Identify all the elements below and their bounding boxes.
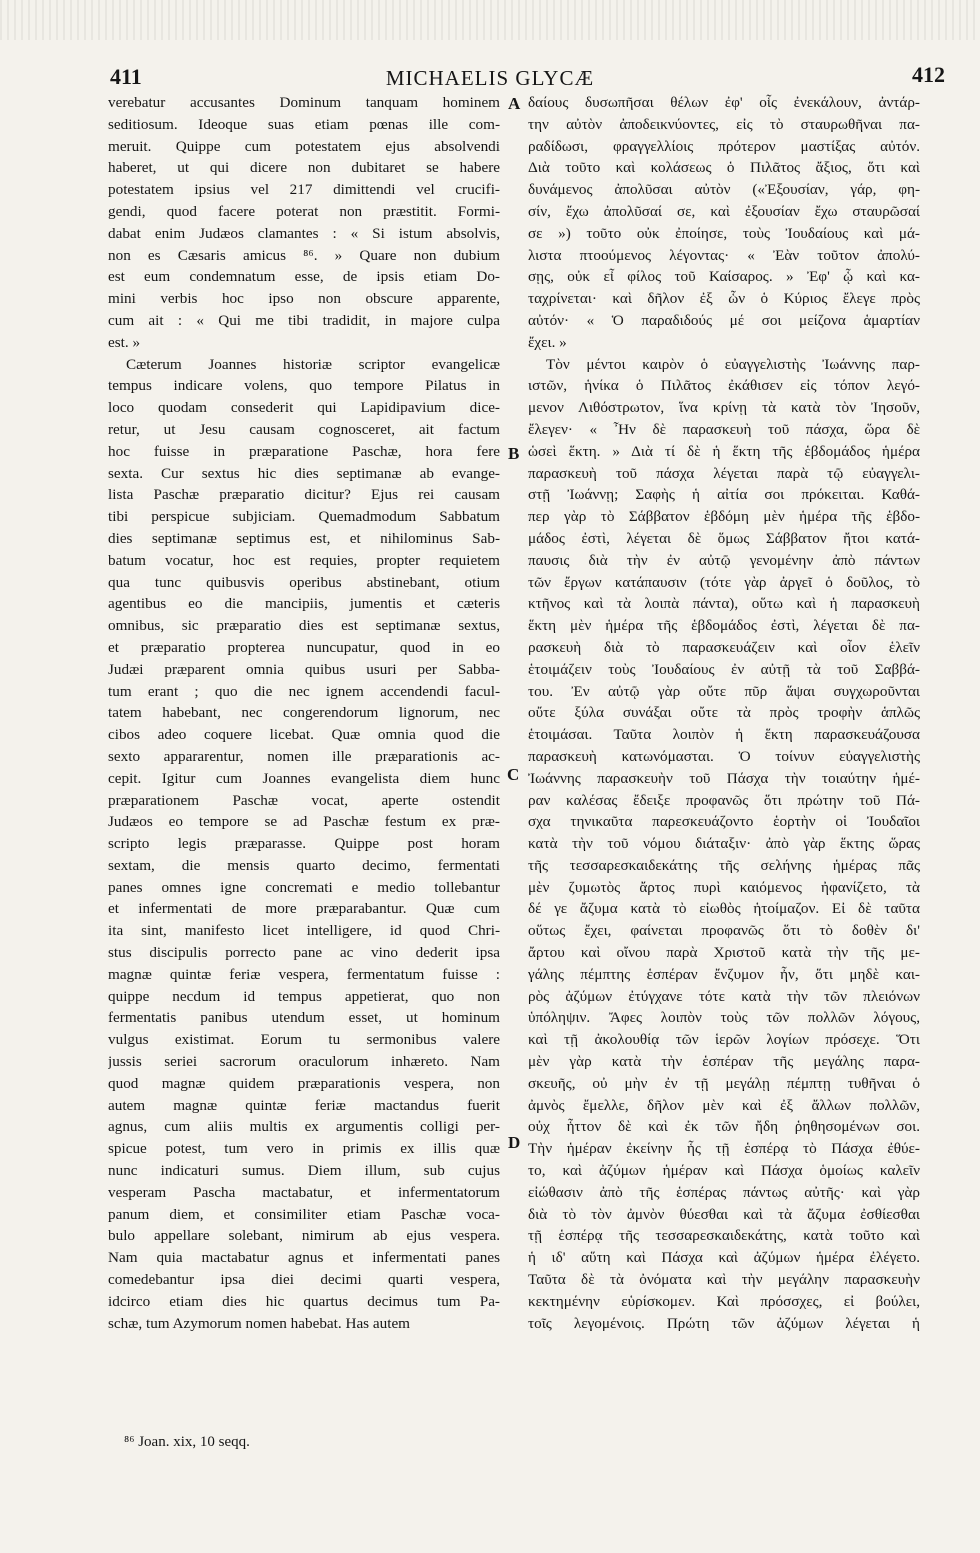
greek-text-line: κεκτημένην εὑρίσκομεν. Καὶ πρόσσχες, εἰ βούλει, xyxy=(528,1292,920,1310)
latin-text-line: retur, ut Jesu causam cognosceret, ait factum xyxy=(108,420,500,438)
greek-text-line: ραν καλέσας ἔδειξε προφανῶς ὅτι πρώτην τοῦ Πά- xyxy=(528,791,920,809)
scan-noise xyxy=(0,0,980,40)
latin-text-line: cepit. Igitur cum Joannes evangelista diem hunc xyxy=(108,769,500,787)
latin-text-line: est eum condemnatum esse, de ipsis etiam Do- xyxy=(108,268,500,286)
latin-text-line: tatem habebant, nec congerendorum lignorum, nec xyxy=(108,704,500,722)
latin-text-line: idcirco etiam dies hic quartus decimus tum Pa- xyxy=(108,1292,500,1310)
greek-text-line: ιστῶν, ἡνίκα ὁ Πιλᾶτος ἐκάθισεν εἰς τόπον λεγό- xyxy=(528,377,920,395)
latin-text-line: panum diem, et consimiliter etiam Paschæ voca- xyxy=(108,1205,500,1223)
greek-text-line: κατὰ τὴν τοῦ νόμου διάταξιν· ἀπὸ γὰρ ἕκτης ὥρας xyxy=(528,835,920,853)
greek-text-line: ἑτοιμάσαι. Ταῦτα λοιπὸν ἡ ἕκτη παρασκευάζουσα xyxy=(528,726,920,744)
latin-text-line: Judæi præparent omnia quibus usuri per Sabba- xyxy=(108,660,500,678)
latin-text-line: mini verbis hoc ipso non obscure apparente, xyxy=(108,290,500,308)
greek-text-line: Ἰωάννης παρασκευὴν τοῦ Πάσχα τὴν τοιαύτην ἡμέ- xyxy=(528,769,920,787)
greek-text-line: δαίους δυσωπῆσαι θέλων ἐφ' οἷς ἐνεκάλουν, ἀντάρ- xyxy=(528,94,920,111)
greek-text-line: εἰώθασιν ἀπὸ τῆς ἑσπέρας πάντως αὐτῆς· καὶ γὰρ xyxy=(528,1183,920,1201)
greek-text-line: παρασκευὴ κατωνόμασται. Ὁ τοίνυν εὐαγγελιστὴς xyxy=(528,747,920,765)
latin-text-line: qua tunc quibusvis operibus abstinebant, otium xyxy=(108,573,500,591)
greek-text-line: του. Ἐν αὐτῷ γὰρ οὔτε πῦρ ἅψαι συγχωροῦνται xyxy=(528,682,920,700)
greek-text-line: οὕτως ἔχει, φαίνεται προφανῶς ὅτι τὸ δοθὲν δι' xyxy=(528,922,920,940)
latin-text-line: cibos adeo coquere licebat. Quæ omnia quod die xyxy=(108,726,500,744)
right-page-number: 412 xyxy=(912,62,945,87)
greek-text-line: περ γὰρ τὸ Σάββατον ἑβδόμη μὲν ἡμέρα τῆς ἑβδο- xyxy=(528,508,920,526)
latin-text-line: schæ, tum Azymorum nomen habebat. Has autem xyxy=(108,1314,410,1332)
greek-text-line: ἑτοιμάζειν τοὺς Ἰουδαίους ἐν αὐτῇ τὰ τοῦ Σαββά- xyxy=(528,660,920,678)
latin-text-line: spicue potest, tum vero in primis ex illis quæ xyxy=(108,1140,500,1158)
greek-text-line: μενον Λιθόστρωτον, ἵνα κρίνῃ τὰ κατὰ τὸν Ἰησοῦν, xyxy=(528,399,920,417)
latin-text-line: seditiosum. Ideoque suas etiam pœnas ille com- xyxy=(108,115,500,133)
left-page-number: 411 xyxy=(110,64,142,89)
greek-text-line: σχα τηνικαῦτα παρεσκευάζοντο ἑορτὴν οἱ Ἰουδαῖοι xyxy=(528,813,920,831)
footnote: ⁸⁶ Joan. xix, 10 seqq. xyxy=(124,1434,250,1450)
latin-text-line: scripto legis præparasse. Quippe post horam xyxy=(108,835,500,853)
latin-text-line: dies septimanæ septimus est, et nihilominus Sab- xyxy=(108,529,500,547)
latin-text-line: Nam quia mactabatur agnus et infermentati panes xyxy=(108,1249,500,1267)
greek-text-line: δυνάμενος ἀπολῦσαι αὐτὸν («Ἐξουσίαν, γάρ, φη- xyxy=(528,181,920,199)
latin-text-line: agentibus eo die mancipiis, jumentis et cæteris xyxy=(108,595,500,613)
section-marker-b: B xyxy=(508,444,520,463)
latin-text-line: præparationem Paschæ vocat, aperte ostendit xyxy=(108,791,500,809)
latin-text-line: sexta. Cur sextus hic dies septimanæ ab evange- xyxy=(108,464,500,482)
greek-text-line: αὐτόν· « Ὁ παραδιδούς μέ σοι μείζονα ἁμαρτίαν xyxy=(528,311,920,329)
latin-text-line: ita sint, manifesto licet intelligere, id quod Chri- xyxy=(108,922,500,940)
greek-text-line: σε ») τοῦτο οὐκ ἐποίησε, τοὺς Ἰουδαίους καὶ μά- xyxy=(528,224,920,242)
greek-text-line: ρασκευὴ διὰ τὸ παρασκευάζειν καὶ οἷον ἑλεῖν xyxy=(528,638,920,656)
latin-text-line: panes omnes igne concremati e medio tollebantur xyxy=(108,878,500,896)
latin-text-line: Cæterum Joannes historiæ scriptor evangelicæ xyxy=(126,355,500,373)
latin-text-line: quod magnæ quidem præparationis vespera, non xyxy=(108,1074,500,1092)
latin-text-line: et præparatio propterea nuncupatur, quod in eo xyxy=(108,638,500,656)
latin-text-line: vesperam Pascha mactabatur, et infermentatorum xyxy=(108,1183,500,1201)
greek-text-line: σίν, ἔχω ἀπολῦσαί σε, καὶ ἐξουσίαν ἔχω σταυρῶσαί xyxy=(528,202,920,220)
greek-text-line: ἔλεγεν· « Ἦν δὲ παρασκευὴ τοῦ πάσχα, ὥρα δὲ xyxy=(528,420,920,438)
latin-text-line: tibi perspicue subjiciam. Quemadmodum Sabbatum xyxy=(108,508,500,526)
greek-text-line: ρὸς ἀζύμων ἐτύγχανε τότε κατὰ τὴν τῶν πλειόνων xyxy=(528,987,920,1005)
latin-text-line: bulo appellare solebant, nimirum ab ejus vespera. xyxy=(108,1227,500,1245)
latin-text-line: non es Cæsaris amicus ⁸⁶. » Quare non dubium xyxy=(108,246,500,264)
greek-text-line: Διὰ τοῦτο καὶ κολάσεως ὁ Πιλᾶτος ἄξιος, ὅτι καὶ xyxy=(528,159,920,177)
greek-text-line: τῶν ἔργων κατάπαυσιν (τότε γὰρ ἀργεῖ ὁ δοῦλος, τὸ xyxy=(528,573,920,591)
latin-text-line: haberet, ut qui dicere non dubitaret se habere xyxy=(108,159,500,177)
greek-text-line: γάλης πέμπτης ἑσπέραν ἔνζυμον ἦν, ὅτι μηδὲ και- xyxy=(528,965,920,983)
latin-text-line: jussis seriei sacrorum oraculorum inhæreto. Nam xyxy=(108,1053,500,1071)
latin-text-line: loco quodam consederit qui Lapidipavium dice- xyxy=(108,399,500,417)
greek-text-line: μὲν ζυμωτὸς ἄρτος πυρὶ καιόμενος ἠφανίζετο, τὰ xyxy=(528,878,920,896)
greek-text-line: τῇ ἑσπέρᾳ τῆς τεσσαρεσκαιδεκάτης, κατὰ τοῦτο καὶ xyxy=(528,1227,920,1245)
greek-text-line: ἔχει. » xyxy=(528,333,567,351)
greek-text-line: ὑπόληψιν. Ἄφες λοιπὸν τοὺς τῶν πολλῶν λόγους, xyxy=(528,1009,920,1027)
greek-text-line: την αὐτὸν ἀποδεικνύοντες, εἰς τὸ σταυρωθῆναι πα- xyxy=(528,115,920,133)
latin-text-line: stus discipulis porrecto pane ac vino dederit ipsa xyxy=(108,944,500,962)
greek-text-line: ἕκτη μὲν ἡμέρα τῆς ἑβδομάδος ἐστὶ, λέγεται δὲ πα- xyxy=(528,617,920,635)
latin-text-line: potestatem ipsius vel 217 dimittendi vel crucifi- xyxy=(108,181,500,199)
greek-text-line: καὶ τῇ ἀκολουθίᾳ τῶν ἱερῶν λογίων πρόσεχε. Ὅτι xyxy=(528,1031,920,1049)
greek-text-line: οὔτε ξύλα συνάξαι οὔτε τὰ πρὸς τροφὴν ἁπλῶς xyxy=(528,704,920,722)
latin-text-line: fermentatis panibus utendum esset, ut hominum xyxy=(108,1009,500,1027)
greek-text-line: Τὴν ἡμέραν ἐκείνην ἧς τῇ ἑσπέρᾳ τὸ Πάσχα ἐθύε- xyxy=(528,1140,920,1158)
latin-text-line: meruit. Quippe cum potestatem ejus absolvendi xyxy=(108,137,500,155)
section-marker-c: C xyxy=(507,765,520,784)
greek-text-line: ἄρτου καὶ οἴνου παρὰ Χριστοῦ κατὰ τὴν τῆς με- xyxy=(528,944,920,962)
section-marker-a: A xyxy=(508,94,521,113)
greek-text-line: δέ γε ἄζυμα κατὰ τὸ εἰωθὸς ἡτοίμαζον. Εἰ δὲ ταῦτα xyxy=(528,900,920,918)
latin-text-line: gendi, quod facere poterat non præstitit. Formi- xyxy=(108,202,500,220)
latin-text-line: omnibus, sic præparatio dies est septimanæ sextus, xyxy=(108,617,500,635)
greek-text-line: ἀμνὸς ἔμελλε, δῆλον μὲν καὶ ἐξ ἄλλων πολλῶν, xyxy=(528,1096,920,1114)
latin-text-line: hoc fuisse in præparatione Paschæ, hora fere xyxy=(108,442,500,460)
latin-text-line: verebatur accusantes Dominum tanquam hominem xyxy=(108,94,500,111)
greek-text-line: στῇ Ἰωάννῃ; Σαφὴς ἡ αἰτία σοι πρόκειται. Καθά- xyxy=(528,486,920,504)
greek-column xyxy=(528,92,920,1334)
latin-text-line: vulgus existimat. Eorum tu sermonibus valere xyxy=(108,1031,500,1049)
greek-text-line: Τὸν μέντοι καιρὸν ὁ εὐαγγελιστὴς Ἰωάννης παρ- xyxy=(546,355,920,373)
greek-text-line: ταχρίνεται· καὶ δῆλον ἐξ ὧν ὁ Κύριος ἔλεγε πρὸς xyxy=(528,290,920,308)
latin-text-line: et infermentati de more præparabantur. Quæ cum xyxy=(108,900,500,918)
latin-text-line: agnus, cum aliis multis ex argumentis colligi per- xyxy=(108,1118,500,1136)
greek-text-line: ἡ ιδ' αὕτη καὶ Πάσχα καὶ ἀζύμων ἡμέρα ἐλέγετο. xyxy=(528,1249,920,1267)
latin-text-line: est. » xyxy=(108,333,141,351)
latin-text-line: nunc indicaturi sumus. Diem illum, sub cujus xyxy=(108,1162,500,1180)
greek-text-line: σκευῆς, οὐ μὴν ἐν τῇ μεγάλῃ πέμπτῃ τυθῆναι ὁ xyxy=(528,1074,920,1092)
greek-text-line: το, καὶ ἀζύμων ἡμέραν καὶ Πάσχα ὁμοίως καλεῖν xyxy=(528,1162,920,1180)
latin-text-line: comedebantur ipsa diei decimi quarti vespera, xyxy=(108,1271,500,1289)
greek-text-line: τοῖς λεγομένοις. Πρώτη τῶν ἀζύμων λέγεται ἡ xyxy=(528,1314,920,1332)
greek-text-line: μάδος ἐστὶ, λέγεται δὲ ὅμως Σάββατον ἤτοι κατά- xyxy=(528,529,920,547)
latin-text-line: tum erant ; quo die nec ignem accendendi facul- xyxy=(108,682,500,700)
latin-text-line: cum ait : « Qui me tibi tradidit, in majore culpa xyxy=(108,311,500,329)
greek-text-line: παυσις διὰ τὴν ἐν αὐτῷ γενομένην ἀπὸ πάντων xyxy=(528,551,920,569)
greek-text-line: μὲν γὰρ κατὰ τὴν ἑσπέραν τῆς μεγάλης παρα- xyxy=(528,1053,920,1071)
latin-text-line: quippe necdum id tempus appetierat, quo non xyxy=(108,987,500,1005)
greek-text-line: παρασκευὴ τοῦ πάσχα λέγεται παρὰ τῷ εὐαγγελι- xyxy=(528,464,920,482)
latin-text-line: lista Paschæ præparatio dicitur? Ejus rei causam xyxy=(108,486,500,504)
greek-text-line: κτῆνος καὶ τὰ λοιπὰ πάντα), οὕτω καὶ ἡ παρασκευὴ xyxy=(528,595,920,613)
greek-text-line: Ταῦτα δὲ τὰ ὀνόματα καὶ τὴν μεγάλην παρασκευὴν xyxy=(528,1271,920,1289)
greek-text-line: τῆς τεσσαρεσκαιδεκάτης τῆς σελήνης ἡμέρας πᾶς xyxy=(528,856,920,874)
greek-text-line: οὐχ ἧττον δὲ καὶ ἐκ τῶν ἤδη ῥηθησομένων σοι. xyxy=(528,1118,920,1136)
greek-text-line: διὰ τὸ τὸν ἀμνὸν θύεσθαι καὶ τὰ ἄζυμα ἐσθίεσθαι xyxy=(528,1205,920,1223)
greek-text-line: ὡσεὶ ἕκτη. » Διὰ τί δὲ ἡ ἕκτη τῆς ἑβδομάδος ἡμέρα xyxy=(528,442,920,460)
running-title: MICHAELIS GLYCÆ xyxy=(385,66,595,90)
latin-text-line: Judæos eo tempore se ad Paschæ festum ex præ- xyxy=(108,813,500,831)
latin-text-line: dabat enim Judæos clamantes : « Si istum absolvis, xyxy=(108,224,500,242)
latin-text-line: autem magnæ quintæ feriæ mactandus fuerit xyxy=(108,1096,500,1114)
greek-text-line: σῃς, οὐκ εἶ φίλος τοῦ Καίσαρος. » Ἐφ' ᾧ καὶ κα- xyxy=(528,268,920,286)
section-marker-d: D xyxy=(508,1133,521,1152)
latin-text-line: sexto appararentur, nomen ille præparationis ac- xyxy=(108,747,500,765)
latin-text-line: magnæ quintæ feriæ vespera, fermentatum fuisse : xyxy=(108,965,500,983)
latin-text-line: tempus indicare volens, quo tempore Pilatus in xyxy=(108,377,500,395)
latin-text-line: batum vocatur, hoc est requies, propter requietem xyxy=(108,551,500,569)
greek-text-line: ραδίδωσι, φραγγελλίοις πρότερον μαστίξας αὐτόν. xyxy=(528,137,920,155)
latin-text-line: sextam, die mensis quarto decimo, fermentati xyxy=(108,856,500,874)
latin-column xyxy=(108,92,500,1334)
greek-text-line: λιστα πτοούμενος λέγοντας· « Ἐὰν τοῦτον ἀπολύ- xyxy=(528,246,920,264)
